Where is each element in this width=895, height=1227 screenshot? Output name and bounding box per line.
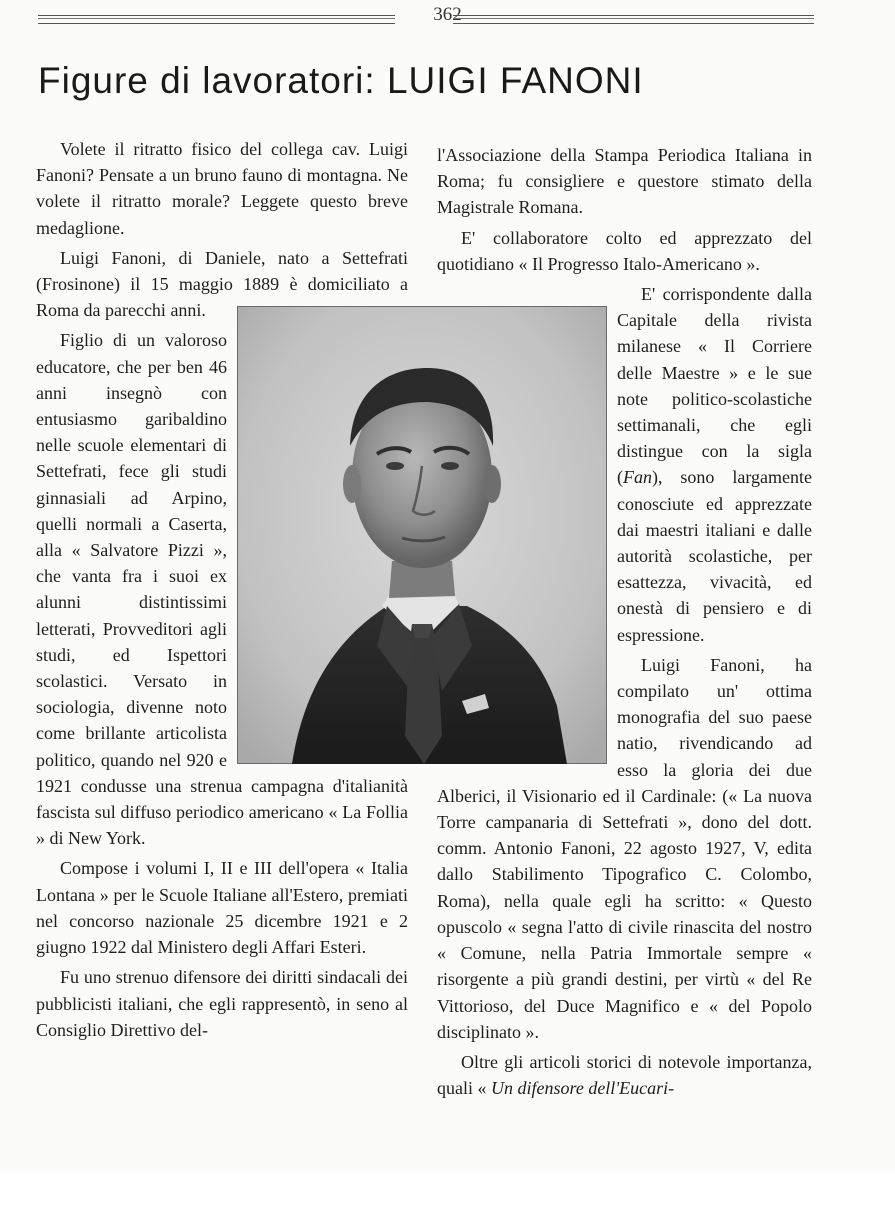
- paragraph-text: Luigi Fanoni, di Daniele, nato a Settefrati (Frosinone) il 15 maggio 1889 è domiciliato a Roma da parecchi anni.: [36, 247, 408, 321]
- paragraph-text: E' corrispondente dalla Capitale della rivista milanese « Il Corriere delle Maestre » e le sue note politico-scolastiche settimanali, che egli distingue con la sigla (: [617, 284, 812, 488]
- paragraph-text: Oltre gli articoli storici di notevole importanza, quali «: [437, 1051, 812, 1099]
- paragraph: Compose i volumi I, II e III dell'opera « Italia Lontana » per le Scuole Italiane all'Estero, premiati nel concorso nazionale 25 dicembre 1921 e 2 giugno 1922 dal Ministero degli Affari Esteri.: [36, 858, 408, 958]
- paragraph: l'Associazione della Stampa Periodica Italiana in Roma; fu consigliere e questore stimato della Magistrale Romana.: [437, 145, 812, 218]
- article-title: Figure di lavoratori: LUIGI FANONI: [38, 60, 644, 101]
- paragraph: Fu uno strenuo difensore dei diritti sindacali dei pubblicisti italiani, che egli rappresentò, in seno al Consiglio Direttivo del-: [36, 967, 408, 1040]
- paragraph: Luigi Fanoni, ha compilato un' ottima monografia del suo paese natio, rivendicando ad esso la gloria dei due Alberici, il Visionario ed il Cardinale: (« La nuova Torre campanaria di Settefrati », dono del dott. comm. Antonio Fanoni, 22 agosto 1927, V, edita dallo Stabilimento Tipografico C. Colombo, Roma), nella quale egli ha scritto: « Questo opuscolo « segna l'atto di civile rinascita del nostro « Comune, nella Patria Immortale sempre « risorgente a più grandi destini, per virtù « del Re Vittorioso, del Duce Magnifico e « del Popolo disciplinato ».: [437, 654, 812, 1042]
- left-column: [36, 136, 408, 1047]
- right-column: [437, 142, 812, 1105]
- paragraph: Figlio di un valoroso educatore, che per ben 46 anni insegnò con entusiasmo garibaldino nelle scuole elementari di Settefrati, fece gli studi ginnasiali ad Arpino, quelli normali a Caserta, alla « Salvatore Pizzi », che vanta fra i suoi ex alunni distintissimi letterati, Provveditori agli studi, ed Ispettori scolastici. Versato in sociologia, divenne noto come brillante articolista politico, quando nel 920 e 1921 condusse una strenua campagna d'italianità fascista sul diffuso periodico americano « La Follia » di New York.: [36, 330, 408, 849]
- photo-wrap-spacer: [227, 306, 408, 768]
- photo-wrap-spacer: [437, 306, 617, 768]
- paragraph: E' collaboratore colto ed apprezzato del quotidiano « Il Progresso Italo-Americano ».: [437, 227, 812, 274]
- paragraph: [437, 1049, 812, 1101]
- paragraph-text: ), sono largamente conosciute ed apprezzate dai maestri italiani e dalle autorità scolastiche, per esattezza, vivacità, ed onestà di pensiero e di espressione.: [617, 467, 812, 645]
- sigla-italic: Fan: [623, 467, 652, 488]
- paragraph: Volete il ritratto fisico del collega cav. Luigi Fanoni? Pensate a un bruno fauno di montagna. Ne volete il ritratto morale? Leggete questo breve medaglione.: [36, 139, 408, 238]
- page-number: 362: [433, 4, 462, 25]
- title-italic: Un difensore dell'Eucari-: [491, 1078, 675, 1099]
- header-rule-right: [453, 15, 814, 24]
